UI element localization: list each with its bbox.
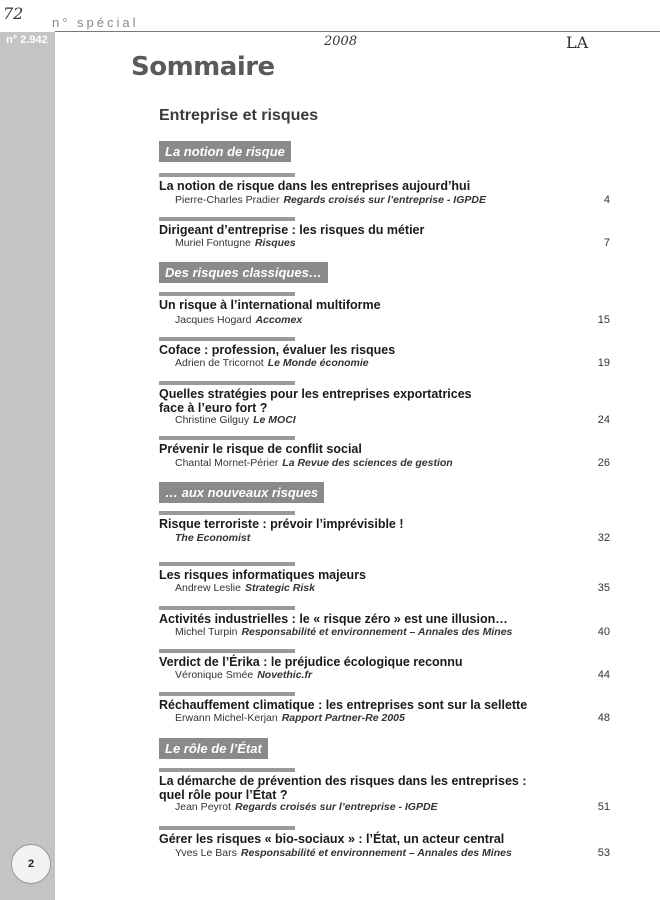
article-author: Chantal Mornet-Périer [175, 457, 279, 469]
article-page: 4 [603, 194, 610, 206]
article-author: Adrien de Tricornot [175, 357, 264, 369]
article-bar [159, 436, 295, 440]
article-author: Andrew Leslie [175, 582, 241, 594]
article-byline [175, 314, 302, 326]
article-byline [175, 414, 296, 426]
article-page: 51 [597, 801, 610, 813]
article-source: Regards croisés sur l’entreprise - IGPDE [283, 194, 486, 206]
article-bar [159, 217, 295, 221]
article-page: 44 [597, 669, 610, 681]
article-byline [175, 669, 312, 681]
article-title[interactable] [159, 774, 579, 802]
article-source: Regards croisés sur l’entreprise - IGPDE [235, 801, 438, 813]
left-sidebar-band [0, 32, 55, 900]
article-bar [159, 337, 295, 341]
article-author: Yves Le Bars [175, 847, 237, 859]
article-page: 35 [597, 582, 610, 594]
article-title[interactable]: Gérer les risques « bio-sociaux » : l’État, un acteur central [159, 832, 505, 846]
article-byline [175, 801, 438, 813]
article-page: 7 [603, 237, 610, 249]
article-title[interactable]: Activités industrielles : le « risque zéro » est une illusion… [159, 612, 508, 626]
page-title: Sommaire [131, 52, 275, 82]
section-header-etat: Le rôle de l’État [159, 738, 268, 759]
article-title[interactable]: Les risques informatiques majeurs [159, 568, 367, 582]
article-source: Accomex [255, 314, 303, 326]
article-source: Rapport Partner-Re 2005 [281, 712, 405, 724]
article-byline [175, 194, 486, 206]
article-byline [175, 847, 512, 859]
article-byline [175, 237, 296, 249]
article-title[interactable]: Réchauffement climatique : les entreprises sont sur la sellette [159, 698, 528, 712]
article-bar [159, 606, 295, 610]
article-title[interactable]: La notion de risque dans les entreprises aujourd’hui [159, 179, 471, 193]
article-page: 19 [597, 357, 610, 369]
article-bar [159, 562, 295, 566]
article-source: Risques [254, 237, 296, 249]
article-bar [159, 292, 295, 296]
issue-number: n° 2.942 [6, 34, 48, 46]
header-rule [55, 31, 660, 32]
section-header-nouveaux: … aux nouveaux risques [159, 482, 324, 503]
article-page: 32 [597, 532, 610, 544]
article-author: Michel Turpin [175, 626, 238, 638]
article-author: Jacques Hogard [175, 314, 252, 326]
article-source: La Revue des sciences de gestion [282, 457, 453, 469]
article-page: 53 [597, 847, 610, 859]
article-author: Erwann Michel-Kerjan [175, 712, 278, 724]
article-author: Jean Peyrot [175, 801, 232, 813]
article-title-line: Quelles stratégies pour les entreprises exportatrices [159, 387, 472, 401]
article-source: Le MOCI [253, 414, 296, 426]
article-bar [159, 173, 295, 177]
article-author: Véronique Smée [175, 669, 254, 681]
article-title-line: face à l’euro fort ? [159, 401, 268, 415]
article-source: Responsabilité et environnement – Annales des Mines [241, 626, 513, 638]
article-page: 26 [597, 457, 610, 469]
article-author: Christine Gilguy [175, 414, 250, 426]
article-page: 40 [597, 626, 610, 638]
page-subtitle: Entreprise et risques [159, 107, 319, 124]
article-title[interactable]: Un risque à l’international multiforme [159, 298, 381, 312]
handwritten-year: 2008 [324, 34, 358, 49]
section-header-classiques: Des risques classiques… [159, 262, 328, 283]
handwritten-note-right: LA [566, 33, 589, 52]
section-header-notion: La notion de risque [159, 141, 291, 162]
article-author: Pierre-Charles Pradier [175, 194, 280, 206]
article-page: 24 [597, 414, 610, 426]
special-issue-label: n° spécial [52, 15, 139, 30]
article-byline [175, 626, 512, 638]
handwritten-note-left: 72 [3, 4, 24, 23]
article-title[interactable]: Prévenir le risque de conflit social [159, 442, 362, 456]
article-source: Strategic Risk [244, 582, 315, 594]
article-source: The Economist [175, 532, 251, 544]
article-title[interactable]: Coface : profession, évaluer les risques [159, 343, 396, 357]
article-title-line: La démarche de prévention des risques dans les entreprises : [159, 774, 527, 788]
article-bar [159, 649, 295, 653]
article-bar [159, 692, 295, 696]
article-source: Le Monde économie [267, 357, 369, 369]
article-bar [159, 381, 295, 385]
article-title[interactable]: Dirigeant d’entreprise : les risques du métier [159, 223, 425, 237]
article-author: Muriel Fontugne [175, 237, 251, 249]
article-byline [175, 582, 315, 594]
article-title[interactable]: Risque terroriste : prévoir l’imprévisible ! [159, 517, 404, 531]
page-number-badge: 2 [11, 844, 51, 884]
article-title-line: quel rôle pour l’État ? [159, 788, 288, 802]
article-bar [159, 768, 295, 772]
article-byline [175, 712, 405, 724]
article-source: Responsabilité et environnement – Annales des Mines [240, 847, 512, 859]
article-byline [175, 457, 453, 469]
article-byline [175, 357, 369, 369]
article-bar [159, 826, 295, 830]
article-page: 15 [597, 314, 610, 326]
article-title[interactable]: Verdict de l’Érika : le préjudice écologique reconnu [159, 655, 463, 669]
article-byline [175, 532, 250, 544]
article-title[interactable] [159, 387, 579, 415]
article-source: Novethic.fr [257, 669, 313, 681]
article-page: 48 [597, 712, 610, 724]
article-bar [159, 511, 295, 515]
